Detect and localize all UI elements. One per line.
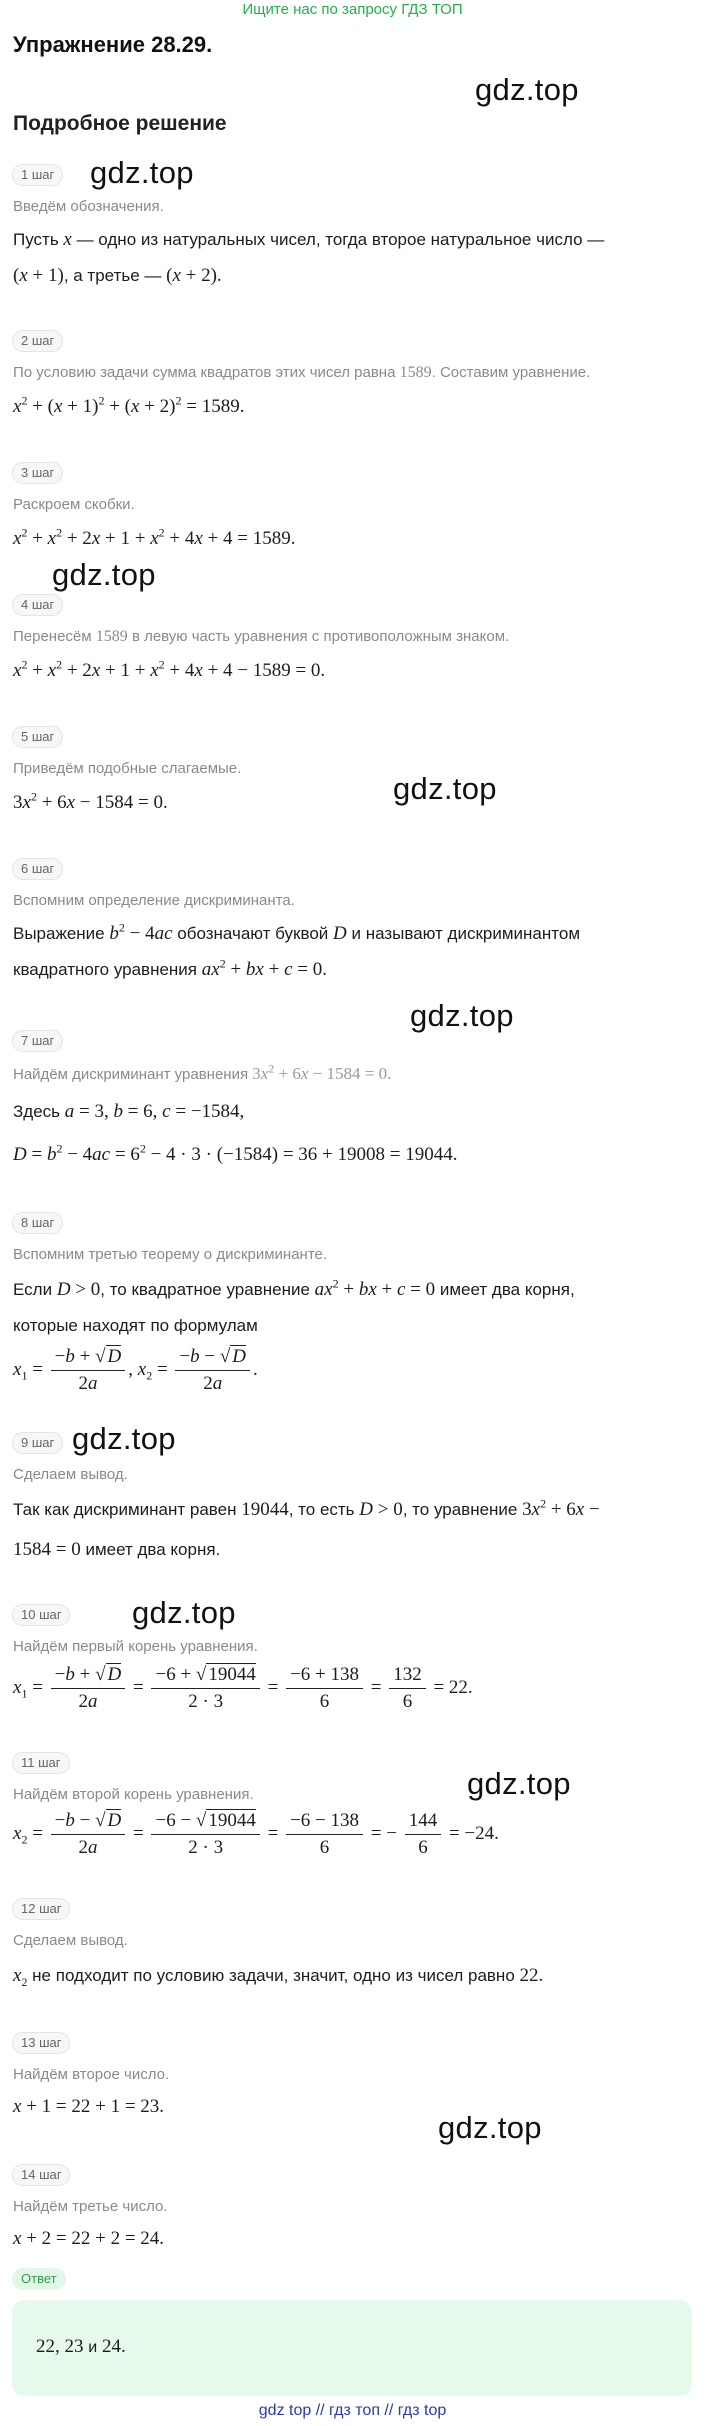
step-text: Пусть x — одно из натуральных чисел, тогда второе натуральное число — <box>13 229 605 250</box>
watermark: gdz.top <box>393 771 497 806</box>
watermark: gdz.top <box>467 1766 571 1801</box>
step-text: Здесь a = 3, b = 6, c = −1584, <box>13 1101 245 1122</box>
step-description: Найдём третье число. <box>13 2198 168 2215</box>
step-description: Найдём первый корень уравнения. <box>13 1638 258 1655</box>
search-banner: Ищите нас по запросу ГДЗ ТОП <box>242 1 463 18</box>
step-badge: 5 шаг <box>12 726 63 748</box>
step-description: Перенесём 1589 в левую часть уравнения с противоположным знаком. <box>13 628 510 645</box>
step-badge: 3 шаг <box>12 462 63 484</box>
step-text: 1584 = 0 имеет два корня. <box>13 1539 221 1560</box>
page-title: Упражнение 28.29. <box>13 32 213 57</box>
step-badge: 8 шаг <box>12 1212 63 1234</box>
step-badge: 13 шаг <box>12 2032 70 2054</box>
step-badge: 11 шаг <box>12 1752 70 1774</box>
step-text: которые находят по формулам <box>13 1316 258 1335</box>
step-description: Вспомним третью теорему о дискриминанте. <box>13 1246 328 1263</box>
answer-text: 22, 23 и 24. <box>36 2336 126 2357</box>
watermark: gdz.top <box>72 1421 176 1456</box>
step-badge: 2 шаг <box>12 330 63 352</box>
step-text: Так как дискриминант равен 19044, то есть D > 0, то уравнение $3x^2 + 6x$ − <box>13 1496 600 1520</box>
root-x2: $x_2$ = $\frac{-b - √ D}{2a}$ = $\frac{-6 - √ 19044}{2 \cdot 3}$ = $\frac{-6 - 138}{6}$ = − $\frac{144}{6}$ = −24. <box>13 1810 499 1858</box>
equation: x + 1 = 22 + 1 = 23. <box>13 2096 165 2117</box>
equation: x + 2 = 22 + 2 = 24. <box>13 2228 165 2249</box>
step-badge: 10 шаг <box>12 1604 70 1626</box>
step-description: Сделаем вывод. <box>13 1466 128 1483</box>
text: , а третье — <box>63 266 162 285</box>
step-text: $x_2$ не подходит по условию задачи, значит, одно из чисел равно 22. <box>13 1965 544 1989</box>
watermark: gdz.top <box>410 998 514 1033</box>
step-description: Раскроем скобки. <box>13 496 135 513</box>
root-x1: $x_1$ = $\frac{-b + √ D}{2a}$ = $\frac{-6 + √ 19044}{2 \cdot 3}$ = $\frac{-6 + 138}{6}$ = $\frac{132}{6}$ = 22. <box>13 1664 473 1712</box>
watermark: gdz.top <box>438 2110 542 2145</box>
step-text: Если D > 0, то квадратное уравнение $ax^2$ + bx + c = 0 имеет два корня, <box>13 1276 575 1300</box>
step-text: Выражение $b^2 - 4ac$ обозначают буквой D и называют дискриминантом <box>13 920 581 944</box>
step-description: По условию задачи сумма квадратов этих чисел равна 1589. Составим уравнение. <box>13 364 591 381</box>
equation: $D = b^2 - 4ac = 6^2 - 4 \cdot 3 \cdot (-1584) = 36 + 19008 = 19044$. <box>13 1141 458 1165</box>
watermark: gdz.top <box>52 557 156 592</box>
step-badge: 4 шаг <box>12 594 63 616</box>
step-description: Найдём второй корень уравнения. <box>13 1786 254 1803</box>
text: — одно из натуральных чисел, тогда второе натуральное число — <box>76 230 605 249</box>
root-formulas: $x_1$ = $\frac{-b + √ D}{2a}$ , $x_2$ = $\frac{-b - √ D}{2a}$ . <box>13 1346 258 1394</box>
answer-badge: Ответ <box>12 2268 66 2290</box>
step-badge: 9 шаг <box>12 1432 63 1454</box>
answer-box <box>12 2300 692 2396</box>
step-badge: 12 шаг <box>12 1898 70 1920</box>
watermark: gdz.top <box>90 155 194 190</box>
step-description: Вспомним определение дискриминанта. <box>13 892 295 909</box>
equation: $x^2 + x^2 + 2x + 1 + x^2 + 4x + 4 = 1589$. <box>13 525 296 549</box>
section-subtitle: Подробное решение <box>13 112 227 135</box>
step-badge: 1 шаг <box>12 164 63 186</box>
step-badge: 14 шаг <box>12 2164 70 2186</box>
equation: $x^2 + (x + 1)^2 + (x + 2)^2 = 1589$. <box>13 393 245 417</box>
equation: $3x^2 + 6x - 1584 = 0$. <box>13 789 168 813</box>
step-badge: 7 шаг <box>12 1030 63 1052</box>
text: Пусть <box>13 230 59 249</box>
step-description: Найдём второе число. <box>13 2066 170 2083</box>
step-description: Найдём дискриминант уравнения $3x^2 + 6x - 1584 = 0$. <box>13 1061 392 1083</box>
watermark: gdz.top <box>132 1595 236 1630</box>
step-description: Введём обозначения. <box>13 198 164 215</box>
step-badge: 6 шаг <box>12 858 63 880</box>
watermark: gdz.top <box>475 72 579 107</box>
step-description: Приведём подобные слагаемые. <box>13 760 242 777</box>
equation: $x^2 + x^2 + 2x + 1 + x^2 + 4x + 4 - 1589 = 0$. <box>13 657 326 681</box>
step-text: (x + 1), а третье — (x + 2). <box>13 265 222 286</box>
step-description: Сделаем вывод. <box>13 1932 128 1949</box>
footer-links[interactable]: gdz top // гдз топ // гдз top <box>258 2402 447 2419</box>
step-text: квадратного уравнения $ax^2$ + bx + c = 0. <box>13 956 327 980</box>
